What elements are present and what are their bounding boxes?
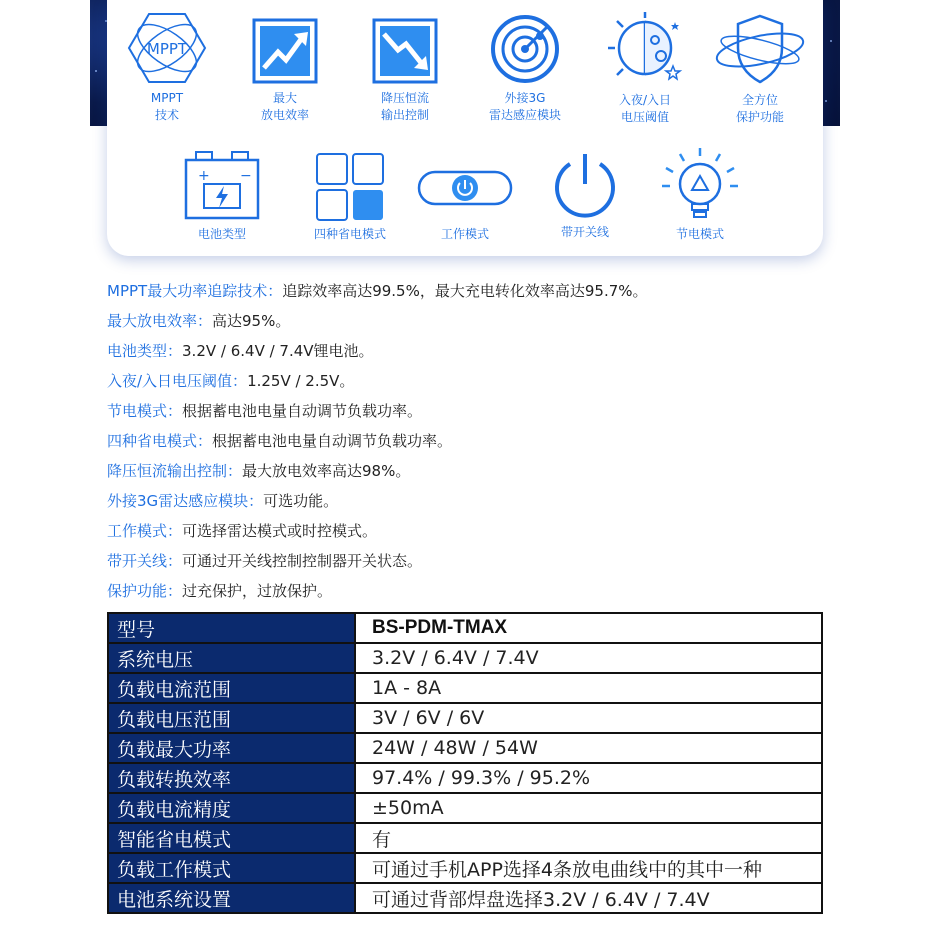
table-row <box>108 613 822 643</box>
table-row <box>108 673 822 703</box>
feature-key: 降压恒流输出控制： <box>107 462 243 480</box>
feature-list <box>107 276 827 606</box>
feature-item <box>107 366 827 396</box>
feature-value: 1.25V / 2.5V。 <box>247 372 355 390</box>
feature-power-switch <box>530 150 640 241</box>
feature-item <box>107 486 827 516</box>
feature-item <box>107 516 827 546</box>
work-mode-icon <box>417 168 513 208</box>
feature-label-line1: 最大 <box>272 91 297 105</box>
spec-value: BS-PDM-TMAX <box>355 613 822 643</box>
buck-output-icon <box>370 16 440 86</box>
feature-label-line1: 降压恒流 <box>380 91 429 105</box>
feature-key: 节电模式： <box>107 402 183 420</box>
feature-item <box>107 336 827 366</box>
feature-label-line2: 技术 <box>154 108 179 122</box>
feature-value: 可选择雷达模式或时控模式。 <box>182 522 378 540</box>
feature-item <box>107 396 827 426</box>
day-night-icon <box>605 10 685 88</box>
feature-key: 四种省电模式： <box>107 432 213 450</box>
table-row <box>108 643 822 673</box>
four-modes-icon <box>315 152 385 222</box>
spec-value: 有 <box>355 823 822 853</box>
max-discharge-icon <box>250 16 320 86</box>
feature-key: 入夜/入日电压阈值： <box>107 372 248 390</box>
feature-value: 根据蓄电池电量自动调节负载功率。 <box>212 432 453 450</box>
feature-label-line2: 输出控制 <box>380 108 429 122</box>
feature-key: 工作模式： <box>107 522 183 540</box>
power-switch-icon <box>550 150 620 220</box>
feature-buck-output <box>350 16 460 124</box>
feature-work-mode <box>410 168 520 243</box>
spec-value: 3V / 6V / 6V <box>355 703 822 733</box>
spec-label: 电池系统设置 <box>108 883 355 913</box>
feature-label: 带开关线 <box>560 225 609 239</box>
feature-value: 过充保护，过放保护。 <box>182 582 333 600</box>
radar-icon <box>488 12 562 86</box>
feature-value: 最大放电效率高达98%。 <box>242 462 411 480</box>
feature-icon-card <box>107 0 823 256</box>
feature-value: 可选功能。 <box>263 492 339 510</box>
mppt-icon <box>127 10 207 86</box>
spec-value: 24W / 48W / 54W <box>355 733 822 763</box>
feature-mppt <box>112 10 222 124</box>
table-row <box>108 883 822 913</box>
feature-label-line2: 雷达感应模块 <box>488 108 561 122</box>
feature-key: 保护功能： <box>107 582 183 600</box>
energy-saving-icon <box>660 146 740 222</box>
battery-icon <box>182 150 262 222</box>
spec-label: 型号 <box>108 613 355 643</box>
spec-value: 3.2V / 6.4V / 7.4V <box>355 643 822 673</box>
svg-text:MPPT: MPPT <box>146 40 188 58</box>
feature-value: 根据蓄电池电量自动调节负载功率。 <box>182 402 423 420</box>
spec-label: 负载电压范围 <box>108 703 355 733</box>
feature-item <box>107 276 827 306</box>
feature-item <box>107 576 827 606</box>
feature-label: 电池类型 <box>197 227 246 241</box>
table-row <box>108 733 822 763</box>
table-row <box>108 763 822 793</box>
svg-text:+: + <box>198 168 210 184</box>
table-row <box>108 793 822 823</box>
feature-day-night <box>590 10 700 126</box>
feature-label-line2: 放电效率 <box>260 108 309 122</box>
feature-value: 3.2V / 6.4V / 7.4V锂电池。 <box>182 342 374 360</box>
spec-value: 可通过背部焊盘选择3.2V / 6.4V / 7.4V <box>355 883 822 913</box>
spec-label: 负载转换效率 <box>108 763 355 793</box>
feature-item <box>107 546 827 576</box>
feature-label-line2: 保护功能 <box>735 110 784 124</box>
spec-value: 1A - 8A <box>355 673 822 703</box>
feature-label-line2: 电压阈值 <box>620 110 669 124</box>
spec-label: 智能省电模式 <box>108 823 355 853</box>
spec-label: 系统电压 <box>108 643 355 673</box>
spec-label: 负载工作模式 <box>108 853 355 883</box>
feature-four-modes <box>295 152 405 243</box>
feature-value: 可通过开关线控制控制器开关状态。 <box>182 552 423 570</box>
table-row <box>108 853 822 883</box>
spec-value: 可通过手机APP选择4条放电曲线中的其中一种 <box>355 853 822 883</box>
feature-key: 最大放电效率： <box>107 312 213 330</box>
feature-label-line1: 外接3G <box>504 91 546 105</box>
feature-value: 高达95%。 <box>212 312 291 330</box>
feature-label-line1: 入夜/入日 <box>618 93 672 107</box>
feature-protection <box>705 10 815 126</box>
feature-key: MPPT最大功率追踪技术： <box>107 282 283 300</box>
feature-label: 四种省电模式 <box>313 227 386 241</box>
protection-icon <box>712 10 808 88</box>
feature-value: 追踪效率高达99.5%，最大充电转化效率高达95.7%。 <box>282 282 648 300</box>
spec-label: 负载电流范围 <box>108 673 355 703</box>
feature-key: 带开关线： <box>107 552 183 570</box>
feature-max-discharge <box>230 16 340 124</box>
feature-label-line1: 全方位 <box>741 93 778 107</box>
feature-item <box>107 426 827 456</box>
spec-label: 负载电流精度 <box>108 793 355 823</box>
spec-label: 负载最大功率 <box>108 733 355 763</box>
feature-radar <box>470 12 580 124</box>
table-row <box>108 703 822 733</box>
table-row <box>108 823 822 853</box>
spec-table <box>107 612 823 914</box>
feature-item <box>107 306 827 336</box>
svg-text:−: − <box>240 168 252 184</box>
spec-value: 97.4% / 99.3% / 95.2% <box>355 763 822 793</box>
feature-key: 外接3G雷达感应模块： <box>107 492 264 510</box>
feature-item <box>107 456 827 486</box>
feature-key: 电池类型： <box>107 342 183 360</box>
feature-label: 工作模式 <box>440 227 489 241</box>
spec-value: ±50mA <box>355 793 822 823</box>
feature-label: 节电模式 <box>675 227 724 241</box>
feature-energy-saving <box>645 146 755 243</box>
feature-battery <box>167 150 277 243</box>
feature-label-line1: MPPT <box>150 91 184 105</box>
